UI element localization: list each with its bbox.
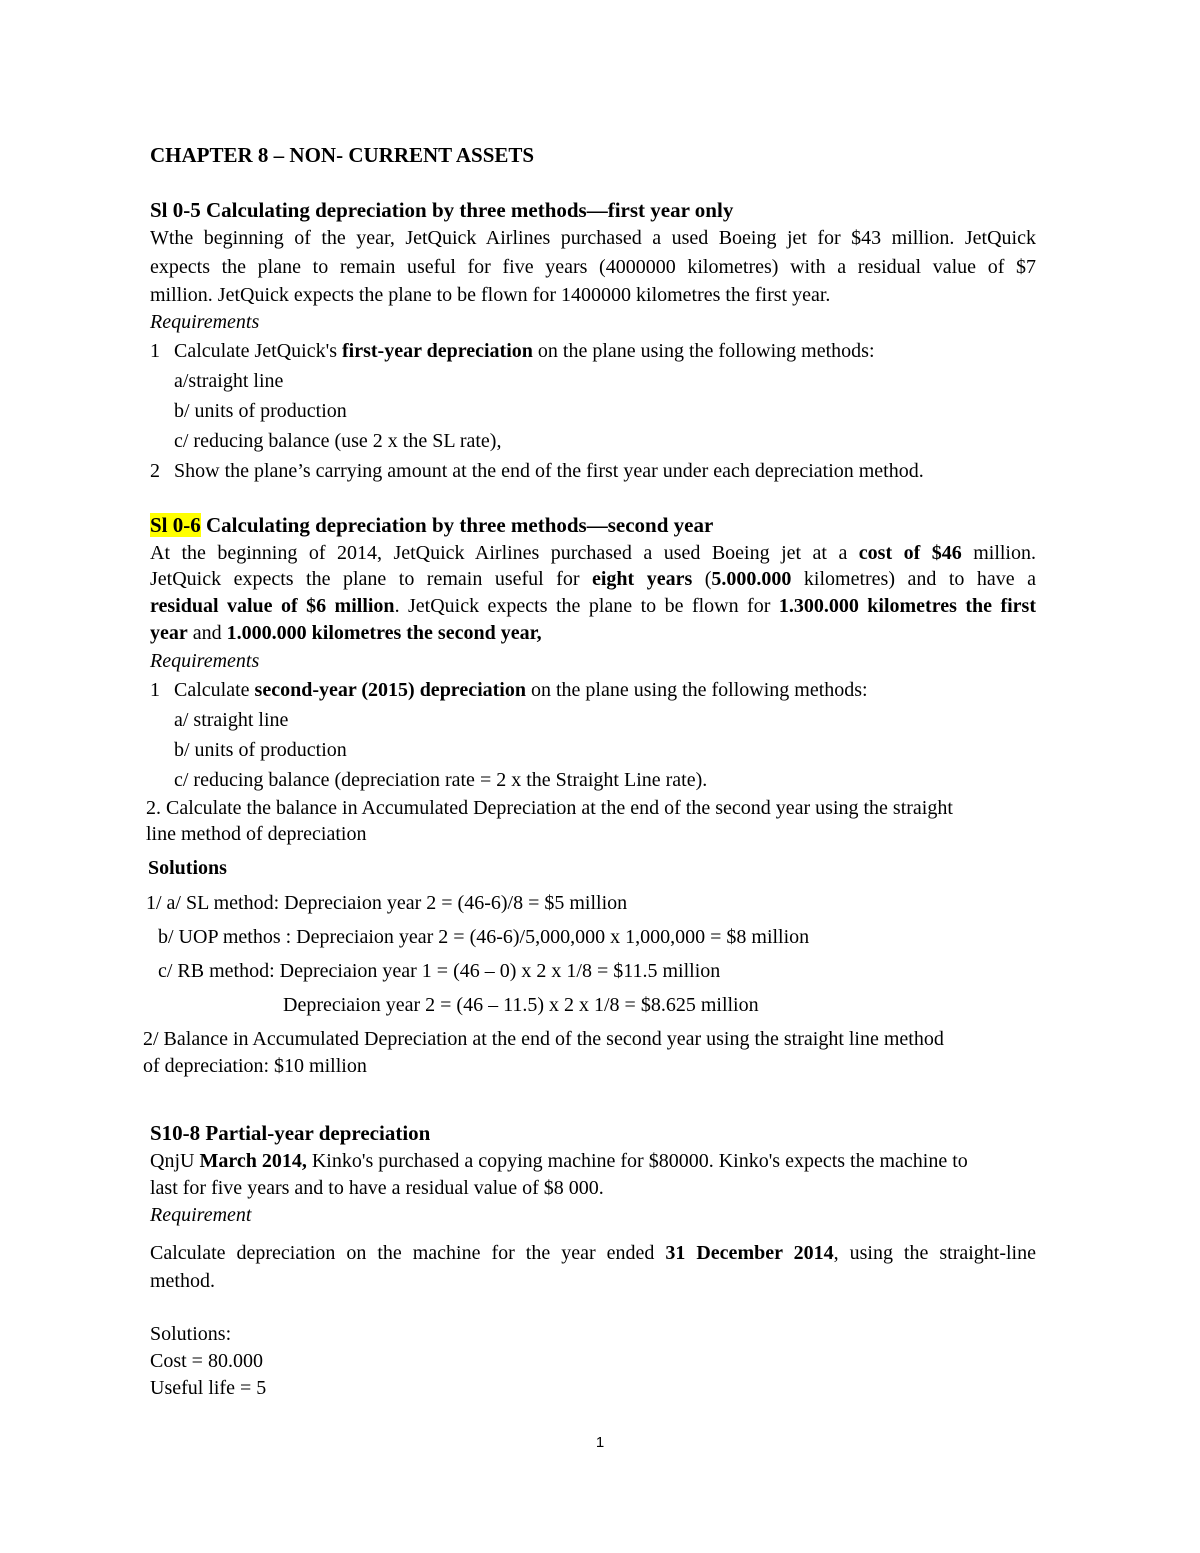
s10-8-heading: S10-8 Partial-year depreciation [150,1121,431,1145]
s10-6-req-1a: a/ straight line [174,709,289,731]
s10-6-heading-highlight: Sl 0-6 [150,513,201,537]
s10-6-req-2-line-2: line method of depreciation [146,823,367,845]
s10-5-req-1b: b/ units of production [174,400,347,422]
s10-8-para-line-2: last for five years and to have a residual value of $8 000. [150,1177,604,1199]
s10-6-requirements-label: Requirements [150,650,260,672]
page-number: 1 [595,1434,605,1451]
s10-5-para-line-1: Wthe beginning of the year, JetQuick Airlines purchased a used Boeing jet for $43 million. JetQuick [150,227,1036,249]
s10-6-req-1-number: 1 [150,679,160,701]
s10-5-requirements-label: Requirements [150,311,260,333]
s10-6-para-line-4: year and 1.000.000 kilometres the second year, [150,622,542,644]
s10-5-req-1-number: 1 [150,340,160,362]
s10-6-solution-1a: 1/ a/ SL method: Depreciaion year 2 = (46-6)/8 = $5 million [146,892,628,914]
s10-8-para-line-1: QnjU March 2014, Kinko's purchased a copying machine for $80000. Kinko's expects the machine to [150,1150,968,1172]
s10-6-req-2-line-1: 2. Calculate the balance in Accumulated Depreciation at the end of the second year using the straight [146,797,953,819]
s10-8-calc-line-1: Calculate depreciation on the machine for the year ended 31 December 2014, using the straight-line [150,1242,1036,1264]
s10-6-para-line-2: JetQuick expects the plane to remain useful for eight years (5.000.000 kilometres) and to have a [150,568,1036,590]
s10-6-solutions-label: Solutions [148,857,227,879]
s10-6-para-line-1: At the beginning of 2014, JetQuick Airlines purchased a used Boeing jet at a cost of $46 million. [150,542,1036,564]
s10-6-solution-2-line-1: 2/ Balance in Accumulated Depreciation at the end of the second year using the straight line method [143,1028,944,1050]
chapter-title: CHAPTER 8 – NON- CURRENT ASSETS [150,143,535,167]
s10-8-requirement-label: Requirement [150,1204,252,1226]
s10-6-req-1b: b/ units of production [174,739,347,761]
s10-6-solution-1c-year2: Depreciaion year 2 = (46 – 11.5) x 2 x 1/8 = $8.625 million [283,994,759,1016]
s10-6-solution-2-line-2: of depreciation: $10 million [143,1055,367,1077]
s10-8-cost: Cost = 80.000 [150,1350,263,1372]
s10-6-req-1c: c/ reducing balance (depreciation rate = 2 x the Straight Line rate). [174,769,708,791]
s10-6-para-line-3: residual value of $6 million. JetQuick expects the plane to be flown for 1.300.000 kilometres the first [150,595,1036,617]
s10-6-solution-1c: c/ RB method: Depreciaion year 1 = (46 – 0) x 2 x 1/8 = $11.5 million [158,960,721,982]
s10-6-solution-1b: b/ UOP methos : Depreciaion year 2 = (46-6)/5,000,000 x 1,000,000 = $8 million [158,926,810,948]
s10-5-req-1a: a/straight line [174,370,284,392]
s10-8-solutions-label: Solutions: [150,1323,232,1345]
s10-5-req-1c: c/ reducing balance (use 2 x the SL rate), [174,430,502,452]
s10-5-requirement-1: 1 Calculate JetQuick's first-year depreciation on the plane using the following methods: [150,340,875,362]
s10-5-heading: Sl 0-5 Calculating depreciation by three methods—first year only [150,198,734,222]
s10-6-heading: Sl 0-6 Calculating depreciation by three methods—second year [150,513,714,537]
s10-5-req-2-number: 2 [150,460,160,482]
s10-5-para-line-2: expects the plane to remain useful for five years (4000000 kilometres) with a residual value of $7 [150,256,1036,278]
s10-5-para-line-3: million. JetQuick expects the plane to be flown for 1400000 kilometres the first year. [150,284,831,306]
s10-8-calc-line-2: method. [150,1270,215,1292]
s10-5-requirement-2: 2 Show the plane’s carrying amount at the end of the first year under each depreciation method. [150,460,924,482]
s10-6-requirement-1: 1 Calculate second-year (2015) depreciation on the plane using the following methods: [150,679,868,701]
s10-8-useful-life: Useful life = 5 [150,1377,267,1399]
